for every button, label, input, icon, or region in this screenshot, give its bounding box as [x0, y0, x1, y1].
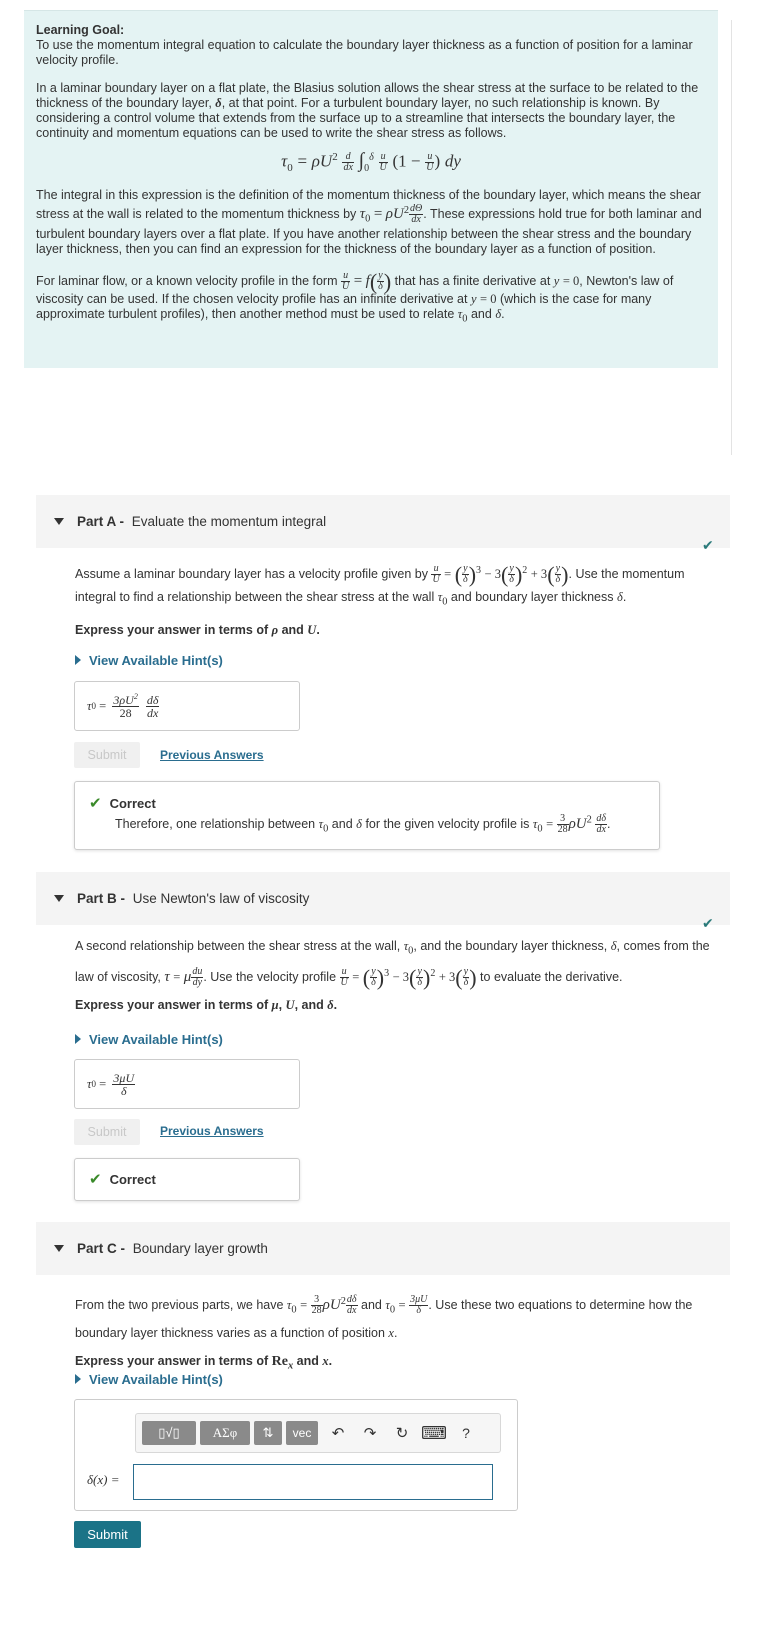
part-c-header[interactable]: Part C - Boundary layer growth: [36, 1222, 730, 1275]
learning-goal-title: Learning Goal:: [36, 23, 125, 37]
scroll-divider: [731, 20, 732, 455]
correct-check-icon: ✔: [89, 1171, 102, 1188]
part-c-title: Boundary layer growth: [132, 1241, 268, 1256]
part-b-hint-link[interactable]: View Available Hint(s): [75, 1032, 223, 1047]
math-toolbar: [135, 1413, 501, 1453]
part-c-math-input[interactable]: [133, 1464, 493, 1500]
part-a-hint-link[interactable]: View Available Hint(s): [75, 653, 223, 668]
part-a-check-icon: ✔: [702, 537, 714, 553]
part-b-submit-button[interactable]: Submit: [74, 1119, 140, 1145]
part-b-answer-field[interactable]: τ 0 = $\frac{3\mu U}{\delta}$: [74, 1059, 300, 1109]
part-a-submit-button[interactable]: Submit: [74, 742, 140, 768]
reset-icon[interactable]: ↻: [395, 1425, 409, 1442]
part-b-previous-answers-link[interactable]: Previous Answers: [160, 1124, 264, 1138]
learning-goal-p2: The integral in this expression is the definition of the momentum thickness of the boundary layer, which means the shear stress at the wall is related to the momentum thickness by $\tau_0 = \rho U^2$ $\frac{d\Theta}{dx}$ . These expressions hold true for both laminar and turbulent boundary layers over a flat plate. If you have another relationship between the shear stress and the boundary layer thickness, then you can find an expression for the thickness of the boundary layer as a function of position.: [36, 188, 702, 256]
help-icon[interactable]: ?: [462, 1425, 470, 1441]
learning-goal-panel: [24, 10, 718, 368]
keyboard-icon[interactable]: ⌨: [421, 1422, 447, 1443]
part-b-express: Express your answer in terms of μ, U, and δ.: [75, 998, 338, 1013]
part-c-hint-link[interactable]: View Available Hint(s): [75, 1372, 223, 1387]
part-c-answer-editor: [74, 1399, 518, 1511]
momentum-integral-equation: $\tau_0 = \rho U^2$ $\frac{d}{dx}$ $\int_0^\delta$ $\frac{u}{U}$ (1 − $\frac{u}{U}$ ) dy: [281, 149, 461, 175]
redo-icon[interactable]: ↷: [363, 1425, 377, 1442]
vector-button[interactable]: vec: [286, 1421, 318, 1445]
part-b-header[interactable]: Part B - Use Newton's law of viscosity: [36, 872, 730, 925]
expand-triangle-icon: [75, 1034, 81, 1044]
templates-button[interactable]: ▯√▯: [142, 1421, 196, 1445]
undo-icon[interactable]: ↶: [331, 1425, 345, 1442]
part-a-feedback: ✔ Correct Therefore, one relationship between $\tau_0$ and δ for the given velocity profile is $\tau_0$ = $\frac{3}{28}$ $\rho U^2$ $\frac{d\delta}{dx}$ .: [74, 781, 660, 850]
part-a-question: Assume a laminar boundary layer has a velocity profile given by $\frac{u}{U}$ = ( $\frac{y}{\delta}$ )$^3$ − 3( $\frac{y}{\delta}$ )$^2$ + 3( $\frac{y}{\delta}$ ). Use the momentum integral to find a relationship between the shear stress at the wall $\tau_0$ and boundary layer thickness δ. Express your answer in terms of ρ and U.: [75, 560, 725, 641]
learning-goal-p1: In a laminar boundary layer on a flat plate, the Blasius solution allows the shear stress at the surface to be related to the thickness of the boundary layer, δ, at that point. For a turbulent boundary layer, no such relationship is known. By considering a control volume that extends from the surface up to a streamline that intersects the boundary layer, the continuity and momentum equations can be used to write the shear stress as follows.: [36, 81, 699, 140]
expand-triangle-icon: [75, 1374, 81, 1384]
learning-goal-p3: For laminar flow, or a known velocity profile in the form $\frac{u}{U}$ = f( $\frac{y}{\delta}$ ) that has a finite derivative at y = 0, Newton's law of viscosity can be used. If the chosen velocity profile has an infinite derivative at y = 0 (which is the case for many approximate turbulent profiles), then another method must be used to relate $\tau_0$ and δ.: [36, 268, 674, 325]
expand-triangle-icon: [75, 655, 81, 665]
part-c-express: Express your answer in terms of $Re_x$ and x.: [75, 1353, 333, 1372]
arrows-button[interactable]: ⇅: [254, 1421, 282, 1445]
part-c-question: From the two previous parts, we have $\tau_0$ = $\frac{3}{28}$ $\rho U^2$ $\frac{d\delta}{dx}$ and $\tau_0$ = $\frac{3\mu U}{\delta}$ . Use these two equations to determine how the boundary layer thickness varies as a function of position x. Express your answer in terms of $Re_x$ and x.: [75, 1291, 721, 1377]
part-a-answer-field[interactable]: τ 0 = $\frac{3\rho U^2}{28}$ $\frac{d\delta}{dx}$: [74, 681, 300, 731]
collapse-triangle-icon[interactable]: [54, 518, 64, 525]
collapse-triangle-icon[interactable]: [54, 895, 64, 902]
correct-check-icon: ✔: [89, 795, 102, 812]
answer-label: δ(x) =: [87, 1472, 120, 1487]
part-a-previous-answers-link[interactable]: Previous Answers: [160, 748, 264, 762]
part-a-express: Express your answer in terms of ρ and U.: [75, 623, 320, 638]
part-b-check-icon: ✔: [702, 915, 714, 931]
part-a-title: Evaluate the momentum integral: [131, 514, 327, 529]
part-a-header[interactable]: Part A - Evaluate the momentum integral: [36, 495, 730, 548]
part-c-submit-button[interactable]: Submit: [74, 1521, 141, 1548]
part-b-title: Use Newton's law of viscosity: [132, 891, 310, 906]
part-b-feedback: ✔ Correct: [74, 1158, 300, 1201]
greek-symbols-button[interactable]: ΑΣφ: [200, 1421, 250, 1445]
part-b-question: A second relationship between the shear stress at the wall, $\tau_0$, and the boundary layer thickness, δ, comes from the law of viscosity, τ = μ $\frac{du}{dy}$ . Use the velocity profile $\frac{u}{U}$ = ( $\frac{y}{\delta}$ )$^3$ − 3( $\frac{y}{\delta}$ )$^2$ + 3( $\frac{y}{\delta}$ ) to evaluate the derivative. Express your answer in terms of μ, U, and δ.: [75, 935, 731, 1016]
collapse-triangle-icon[interactable]: [54, 1245, 64, 1252]
learning-goal-intro: To use the momentum integral equation to calculate the boundary layer thickness as a function of position for a laminar velocity profile.: [36, 38, 693, 67]
